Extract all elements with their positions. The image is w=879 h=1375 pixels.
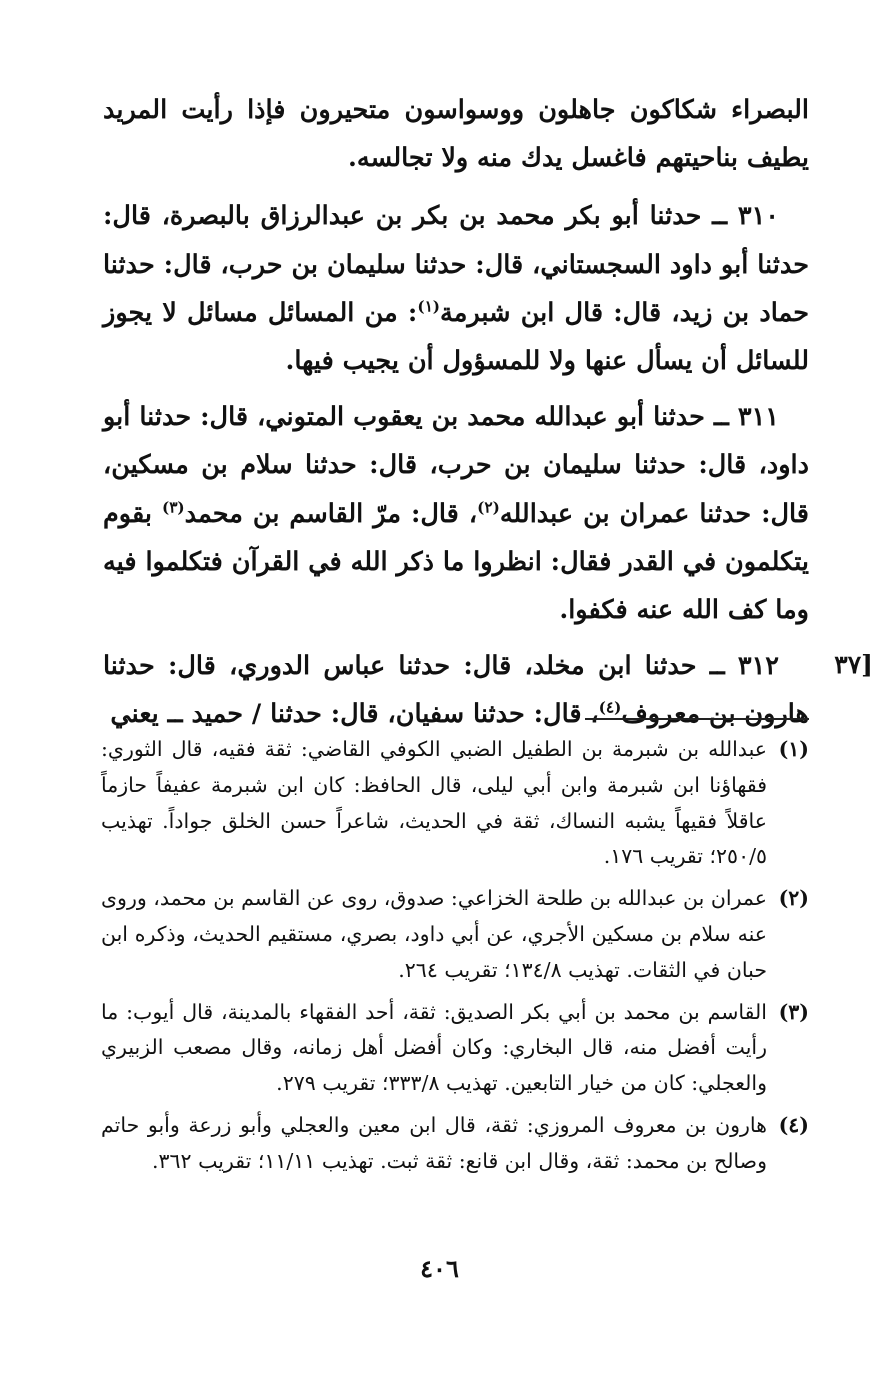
footnote-separator <box>585 718 809 720</box>
hadith-text: ٣١٠ ــ حدثنا أبو بكر محمد بن بكر بن عبدالرزاق بالبصرة، قال: حدثنا أبو داود السجستاني، قال: حدثنا سليمان بن حرب، قال: حدثنا حماد بن زيد، قال: قال ابن شبرمة <box>103 201 809 328</box>
footnote-ref-3[interactable]: (٣) <box>161 498 185 517</box>
footnotes <box>101 732 809 1186</box>
footnote-4 <box>101 1108 809 1180</box>
footnote-number: (٣) <box>778 999 809 1024</box>
footnote-ref-1[interactable]: (١) <box>417 297 441 316</box>
footnote-number: (٤) <box>778 1112 809 1137</box>
footnote-2 <box>101 881 809 988</box>
hadith-310 <box>103 192 809 385</box>
hadith-text: : من المسائل مسائل لا يجوز للسائل أن يسأل عنها ولا للمسؤول أن يجيب فيها. <box>103 297 809 377</box>
footnote-text: هارون بن معروف المروزي: ثقة، قال ابن معين والعجلي وأبو زرعة وأبو حاتم وصالح بن محمد: ثقة، وقال ابن قانع: ثقة ثبت. تهذيب ١١/١١؛ تقريب ٣٦٢. <box>101 1112 767 1173</box>
footnote-3 <box>101 995 809 1102</box>
paragraph-text: البصراء شكاكون جاهلون ووسواسون متحيرون فإذا رأيت المريد يطيف بناحيتهم فاغسل يدك منه ولا تجالسه. <box>103 95 809 174</box>
hadith-311 <box>103 393 809 634</box>
hadith-text: بقوم يتكلمون في القدر فقال: انظروا ما ذكر الله في القرآن فتكلموا فيه وما كف الله عنه فكفوا. <box>103 498 809 626</box>
paragraph-continuation <box>103 86 809 182</box>
hadith-312 <box>103 642 809 738</box>
footnote-text: عمران بن عبدالله بن طلحة الخزاعي: صدوق، روى عن القاسم بن محمد، وروى عنه سلام بن مسكين الأجري، عن أبي داود، بصري، مستقيم الحديث، وذكره ابن حبان في الثقات. تهذيب ١٣٤/٨؛ تقريب ٢٦٤. <box>101 886 767 982</box>
footnote-ref-2[interactable]: (٢) <box>477 498 500 517</box>
page-number: ٤٠٦ <box>420 1254 459 1283</box>
manuscript-folio-marker: [٣٧ <box>834 650 873 679</box>
footnote-number: (٢) <box>778 886 809 911</box>
footnote-ref-4[interactable]: (٤) <box>598 698 622 717</box>
hadith-text: ٣١١ ــ حدثنا أبو عبدالله محمد بن يعقوب المتوني، قال: حدثنا أبو داود، قال: حدثنا سليمان بن حرب، قال: حدثنا سلام بن مسكين، قال: حدثنا عمران بن عبدالله <box>103 402 809 529</box>
footnote-text: القاسم بن محمد بن أبي بكر الصديق: ثقة، أحد الفقهاء بالمدينة، قال أيوب: ما رأيت أفضل منه، قال البخاري: وكان أفضل أهل زمانه، وقال مصعب الزبيري والعجلي: كان من خيار التابعين. تهذيب ٣٣٣/٨؛ تقريب ٢٧٩. <box>101 999 767 1096</box>
hadith-text: ، قال: مرّ القاسم بن محمد <box>184 498 478 529</box>
footnote-1 <box>101 732 809 875</box>
footnote-number: (١) <box>778 737 809 761</box>
footnote-text: عبدالله بن شبرمة بن الطفيل الضبي الكوفي القاضي: ثقة فقيه، قال الثوري: فقهاؤنا ابن شبرمة وابن أبي ليلى، قال الحافظ: كان ابن شبرمة عفيفاً حازماً عاقلاً فقيهاً يشبه النساك، ثقة في الحديث، شاعراً حسن الخلق جواداً. تهذيب ٢٥٠/٥؛ تقريب ١٧٦. <box>101 737 767 869</box>
hadith-text: ٣١٢ ــ حدثنا ابن مخلد، قال: حدثنا عباس الدوري، قال: حدثنا هارون بن معروف <box>103 651 809 730</box>
main-text <box>103 86 809 747</box>
hadith-text: ، قال: حدثنا سفيان، قال: حدثنا / حميد ــ يعني <box>110 699 599 730</box>
